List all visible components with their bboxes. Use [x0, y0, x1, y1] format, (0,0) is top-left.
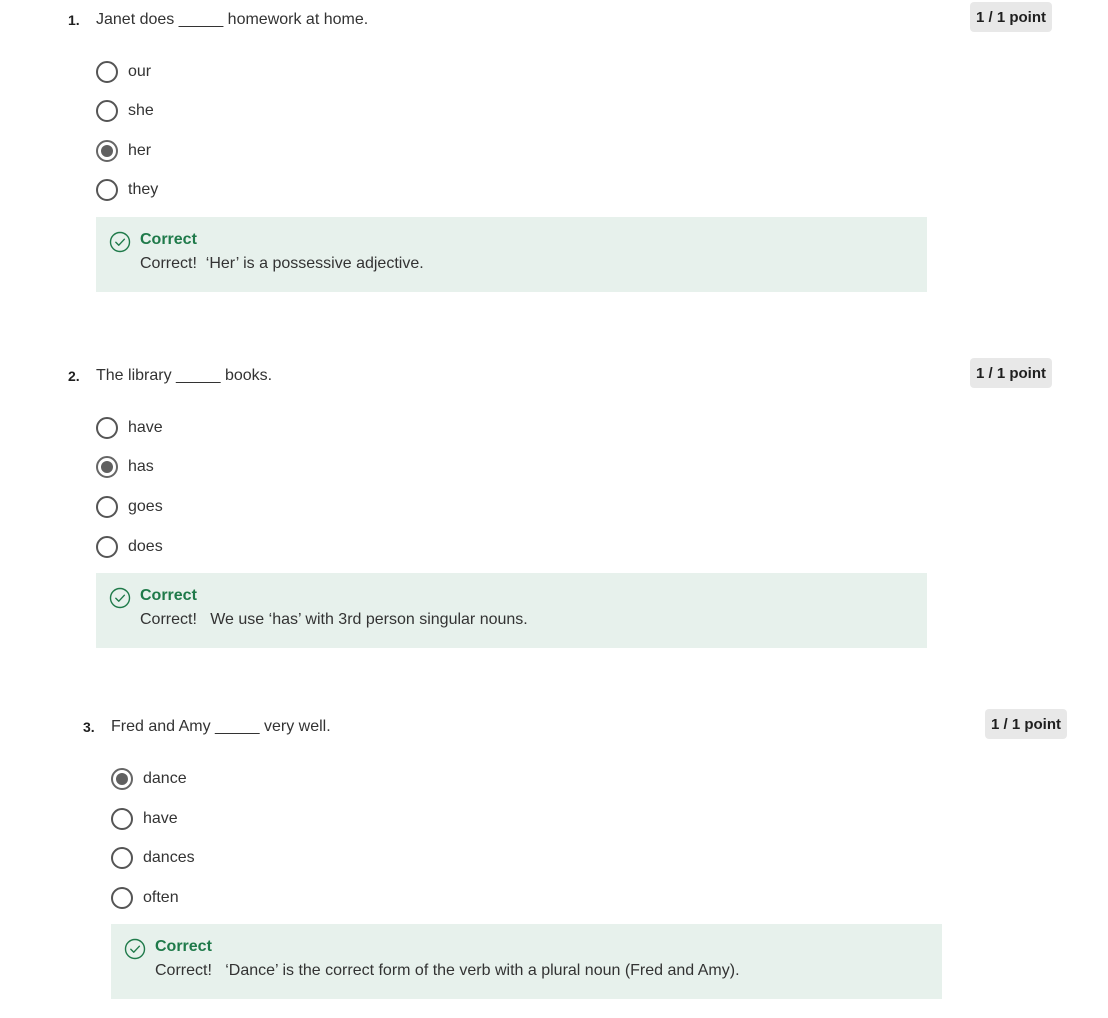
option-label: dance: [143, 770, 187, 787]
option-she[interactable]: [96, 99, 154, 123]
option-goes[interactable]: [96, 495, 163, 519]
option-have[interactable]: [111, 807, 178, 831]
option-label: she: [128, 102, 154, 119]
option-label: often: [143, 889, 179, 906]
radio-dot: [116, 773, 128, 785]
radio-button[interactable]: [96, 179, 118, 201]
check-circle-icon: [124, 938, 146, 960]
radio-button[interactable]: [96, 61, 118, 83]
feedback-message: Correct! ‘Dance’ is the correct form of the verb with a plural noun (Fred and Amy).: [155, 962, 740, 979]
radio-button-selected[interactable]: [96, 456, 118, 478]
radio-button[interactable]: [96, 496, 118, 518]
check-circle-icon: [109, 231, 131, 253]
check-circle-icon: [109, 587, 131, 609]
points-badge: 1 / 1 point: [985, 709, 1067, 739]
radio-button[interactable]: [111, 847, 133, 869]
option-label: goes: [128, 498, 163, 515]
feedback-title: Correct: [140, 231, 197, 248]
option-our[interactable]: [96, 60, 151, 84]
option-have[interactable]: [96, 416, 163, 440]
option-dance[interactable]: [111, 767, 187, 791]
radio-dot: [101, 461, 113, 473]
option-dances[interactable]: [111, 846, 195, 870]
feedback-message: Correct! ‘Her’ is a possessive adjective.: [140, 255, 424, 272]
feedback-box: [96, 217, 927, 292]
radio-button[interactable]: [96, 536, 118, 558]
option-label: they: [128, 181, 159, 198]
radio-button[interactable]: [111, 887, 133, 909]
question-number: 3.: [83, 719, 95, 735]
option-label: has: [128, 458, 154, 475]
option-label: her: [128, 142, 152, 159]
feedback-title: Correct: [140, 587, 197, 604]
option-has[interactable]: [96, 455, 154, 479]
feedback-box: [96, 573, 927, 648]
radio-button[interactable]: [111, 808, 133, 830]
option-label: dances: [143, 849, 195, 866]
option-label: does: [128, 538, 163, 555]
radio-button[interactable]: [96, 417, 118, 439]
option-often[interactable]: [111, 886, 179, 910]
radio-button[interactable]: [96, 100, 118, 122]
option-does[interactable]: [96, 535, 163, 559]
radio-button-selected[interactable]: [96, 140, 118, 162]
feedback-title: Correct: [155, 938, 212, 955]
option-label: have: [143, 810, 178, 827]
question-number: 2.: [68, 368, 80, 384]
question-number: 1.: [68, 12, 80, 28]
points-badge: 1 / 1 point: [970, 2, 1052, 32]
question-text: Fred and Amy _____ very well.: [111, 718, 331, 735]
radio-button-selected[interactable]: [111, 768, 133, 790]
question-text: Janet does _____ homework at home.: [96, 11, 369, 28]
points-badge: 1 / 1 point: [970, 358, 1052, 388]
radio-dot: [101, 145, 113, 157]
option-label: have: [128, 419, 163, 436]
feedback-box: [111, 924, 942, 999]
feedback-message: Correct! We use ‘has’ with 3rd person singular nouns.: [140, 611, 528, 628]
question-text: The library _____ books.: [96, 367, 273, 384]
option-they[interactable]: [96, 178, 158, 202]
option-her[interactable]: [96, 139, 151, 163]
option-label: our: [128, 63, 152, 80]
